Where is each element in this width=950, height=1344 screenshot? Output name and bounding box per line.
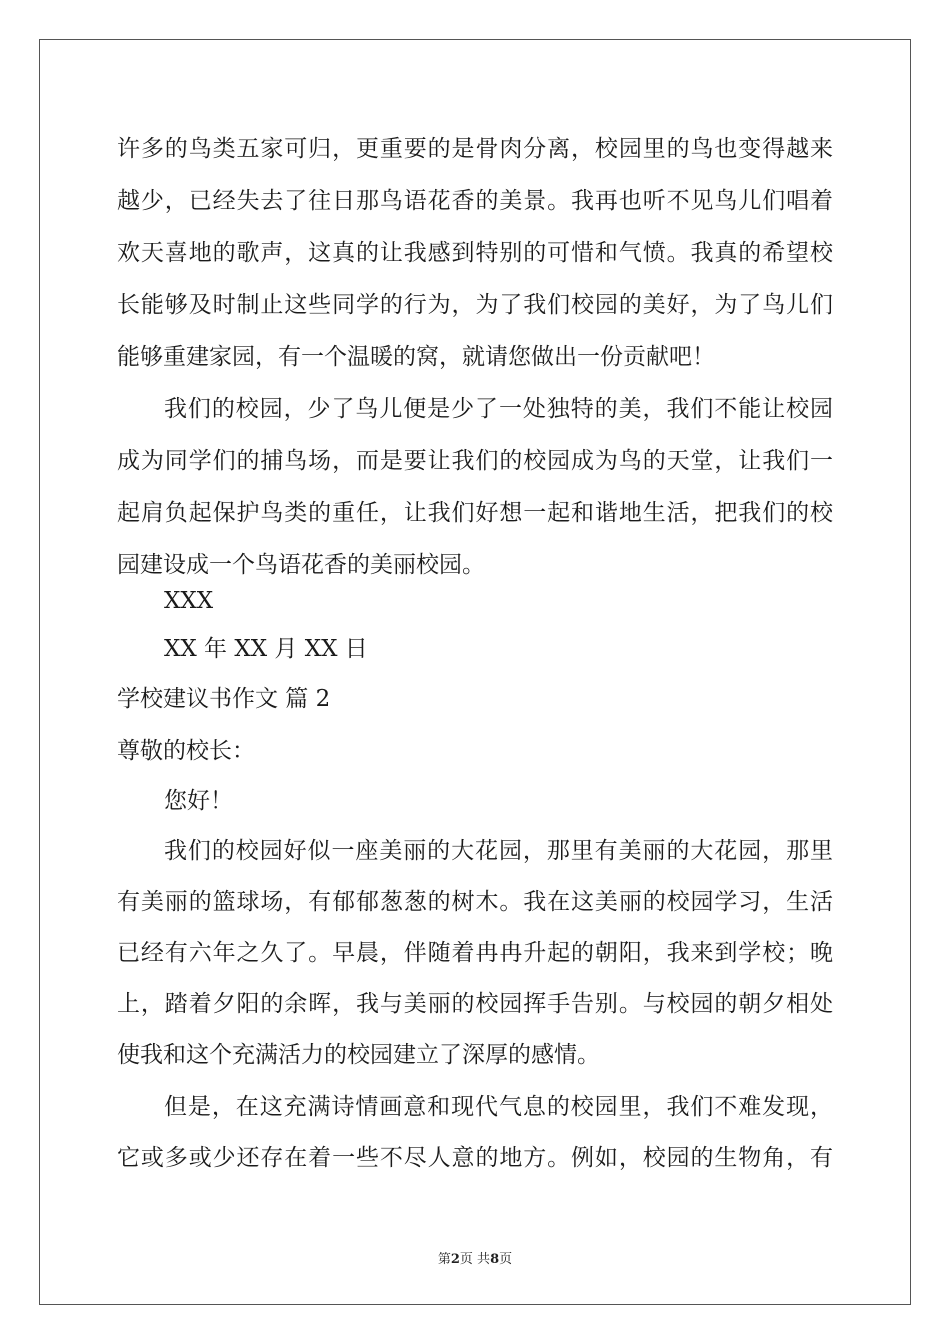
- page-total: 8: [490, 1252, 500, 1267]
- text-line: 我们的校园好似一座美丽的大花园，那里有美丽的大花园，那里: [164, 838, 833, 864]
- text-line: 成为同学们的捕鸟场，而是要让我们的校园成为鸟的天堂，让我们一: [117, 448, 833, 474]
- date: XX 年 XX 月 XX 日: [164, 636, 368, 662]
- page-current: 2: [450, 1252, 460, 1267]
- text-line: 欢天喜地的歌声，这真的让我感到特别的可惜和气愤。我真的希望校: [117, 240, 833, 266]
- page-prefix: 第: [437, 1252, 451, 1267]
- text-line: 上，踏着夕阳的余晖，我与美丽的校园挥手告别。与校园的朝夕相处: [117, 991, 833, 1017]
- text-line: 长能够及时制止这些同学的行为，为了我们校园的美好，为了鸟儿们: [117, 292, 833, 318]
- text-line: 但是，在这充满诗情画意和现代气息的校园里，我们不难发现，: [164, 1094, 833, 1120]
- text-line: 能够重建家园，有一个温暖的窝，就请您做出一份贡献吧！: [117, 344, 715, 370]
- section-title: 学校建议书作文 篇 2: [117, 686, 331, 712]
- text-line: 越少，已经失去了往日那鸟语花香的美景。我再也听不见鸟儿们唱着: [117, 188, 833, 214]
- text-line: 园建设成一个鸟语花香的美丽校园。: [117, 552, 485, 578]
- text-line: 起肩负起保护鸟类的重任，让我们好想一起和谐地生活，把我们的校: [117, 500, 833, 526]
- page-suffix: 页: [499, 1252, 513, 1267]
- salutation: 尊敬的校长：: [117, 738, 255, 764]
- page-footer: [0, 1248, 950, 1267]
- greeting: 您好！: [164, 788, 233, 814]
- text-line: 使我和这个充满活力的校园建立了深厚的感情。: [117, 1042, 600, 1068]
- text-line: 它或多或少还存在着一些不尽人意的地方。例如，校园的生物角，有: [117, 1145, 833, 1171]
- text-line: 有美丽的篮球场，有郁郁葱葱的树木。我在这美丽的校园学习，生活: [117, 889, 833, 915]
- text-line: 我们的校园，少了鸟儿便是少了一处独特的美，我们不能让校园: [164, 396, 833, 422]
- signature: XXX: [164, 588, 214, 614]
- text-line: 许多的鸟类五家可归，更重要的是骨肉分离，校园里的鸟也变得越来: [117, 136, 833, 162]
- text-line: 已经有六年之久了。早晨，伴随着冉冉升起的朝阳，我来到学校；晚: [117, 940, 833, 966]
- page-mid: 页 共: [459, 1252, 491, 1267]
